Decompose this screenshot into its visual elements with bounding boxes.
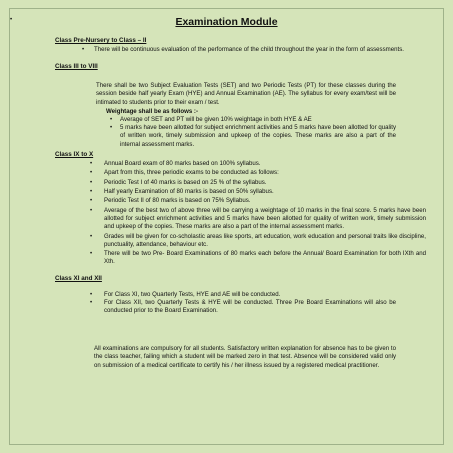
closing-paragraph: All examinations are compulsory for all students. Satisfactory written explanation for absence has to be given to the class teacher, failing which a student will be marked zero in that test. Absence will be considered valid only on submission of a medical certificate to certify his / her illness issued by a registered medical practitioner. [94,345,396,369]
list-item: • Periodic Test II of 80 marks is based on 75% Syllabus. [90,197,251,205]
list-item: • For Class XI, two Quarterly Tests, HYE and AE will be conducted. [90,290,281,298]
bullet-icon: • [10,16,13,23]
document-content [10,16,443,370]
bullet-icon: • [90,250,93,258]
list-item: • For Class XII, two Quarterly Tests & HYE will be conducted. Three Pre Board Examinations will also be conducted prior to the Board Examination. [90,298,396,314]
bullet-icon: • [90,232,93,240]
list-item: • Half yearly Examination of 80 marks is based on 50% syllabus. [90,188,274,195]
list-item: • There will be two Pre- Board Examinations of 80 marks each before the Annual/ Board Examination for both IXth and Xth. [90,250,426,266]
bullet-icon: • [82,46,85,53]
section-paragraph: There shall be two Subject Evaluation Tests (SET) and two Periodic Tests (PT) for these classes during the session beside half yearly Exam (HYE) and Annual Examination (AE). The syllabus for every exam/test will be intimated to students prior to their exam / test. [96,82,396,106]
list-item: • Grades will be given for co-scholastic areas like sports, art education, work education and personal traits like discipline, punctuality, attendance, behaviour etc. [90,232,426,248]
bullet-icon: • [90,298,93,306]
section-pre-nursery-list [10,46,443,54]
list-item: • Periodic Test I of 40 marks is based on 25 % of the syllabus. [90,178,267,186]
bullet-icon: • [110,124,113,132]
page-title: Examination Module [175,16,278,28]
section-class-ix-x-list [10,160,443,267]
bullet-icon: • [90,197,93,205]
section-heading-class-iii-viii: Class III to VIII [55,63,98,71]
bullet-icon: • [90,169,93,177]
list-item: • Apart from this, three periodic exams to be conducted as follows: [90,169,279,177]
section-class-xi-xii-list [10,291,443,316]
list-item: • There will be continuous evaluation of the performance of the child throughout the year in the form of assessments. [82,46,404,53]
bullet-icon: • [90,206,93,214]
section-heading-pre-nursery: Class Pre-Nursery to Class – II [55,37,147,44]
list-item: • 5 marks have been allotted for subject enrichment activities and 5 marks have been allotted for quality of written work, timely submission and upkeep of the copies. These marks are also a part of the internal assessment marks. [110,124,396,148]
list-item: • Annual Board exam of 80 marks based on 100% syllabus. [90,159,261,167]
bullet-icon: • [90,178,93,186]
section-heading-class-ix-x: Class IX to X [55,150,94,158]
section-heading-class-xi-xii: Class XI and XII [55,274,102,282]
list-item: • Average of SET and PT will be given 10% weightage in both HYE & AE [110,116,312,124]
bullet-icon: • [90,159,93,167]
weightage-list [10,116,443,149]
bullet-icon: • [90,188,93,195]
weightage-heading: • Weightage shall be as follows :- [10,16,198,115]
list-item: • Average of the best two of above three will be carrying a weightage of 10 marks in the final score. 5 marks have been allotted for subject enrichment activities and 5 marks have been allotted for quality of written work, timely submission and upkeep of the copies. These marks are also a part of the internal assessment marks. [90,206,426,231]
bullet-icon: • [90,290,93,298]
bullet-icon: • [110,116,113,124]
